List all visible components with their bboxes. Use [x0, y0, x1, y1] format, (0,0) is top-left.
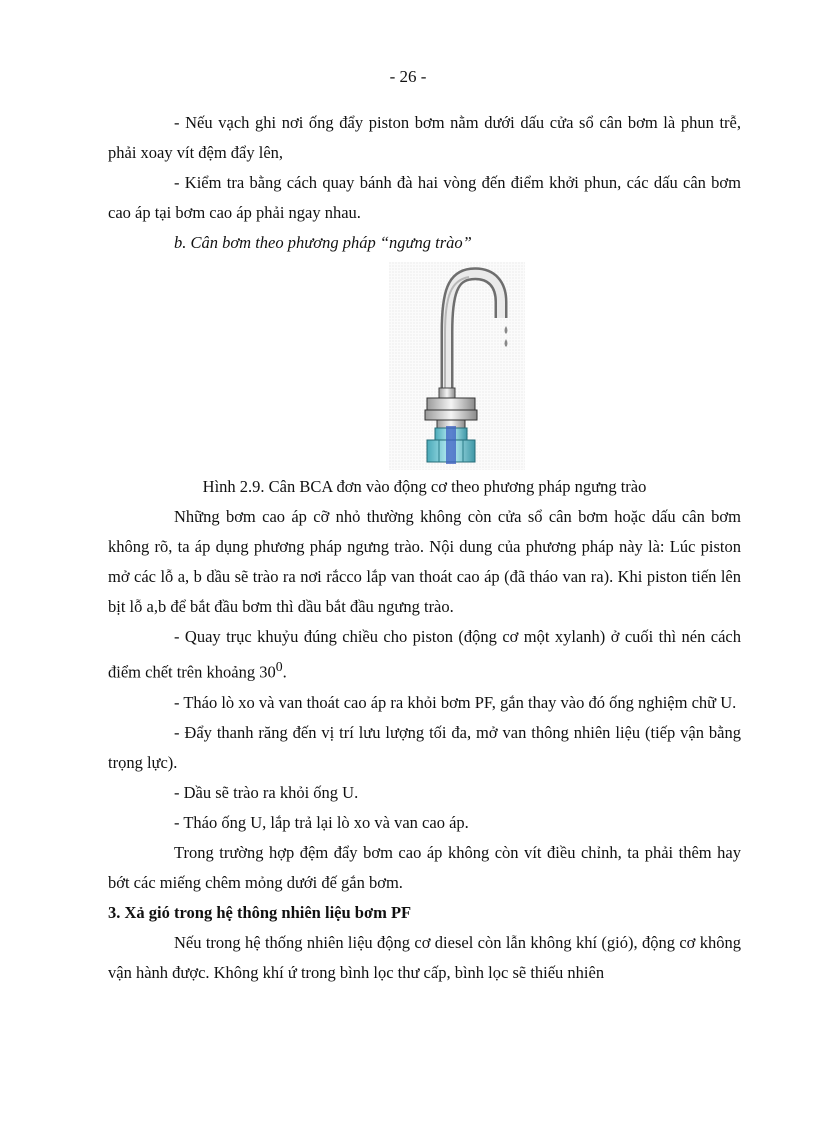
u-tube-on-pump-valve-icon	[389, 262, 525, 470]
paragraph-late-injection: - Nếu vạch ghi nơi ống đẩy piston bơm nằm dưới dấu cửa sổ cân bơm là phun trễ, phải xoay vít đệm đẩy lên,	[108, 113, 741, 162]
subheading-method-b: b. Cân bơm theo phương pháp “ngưng trào”	[174, 233, 472, 252]
section-heading-bleeding: 3. Xả gió trong hệ thông nhiên liệu bơm PF	[108, 902, 412, 922]
figure-2-9	[108, 262, 741, 470]
step-push-rack: - Đẩy thanh răng đến vị trí lưu lượng tối đa, mở van thông nhiên liệu (tiếp vận bằng trọng lực).	[108, 722, 741, 772]
step-remove-spring: - Tháo lò xo và van thoát cao áp ra khỏi bơm PF, gắn thay vào đó ống nghiệm chữ U.	[174, 692, 737, 712]
figure-caption: Hình 2.9. Cân BCA đơn vào động cơ theo phương pháp ngưng trào	[202, 477, 647, 496]
step-rotate-text: - Quay trục khuỷu đúng chiều cho piston (động cơ một xylanh) ở cuối thì nén cách điểm chết trên khoảng 30	[108, 627, 741, 682]
paragraph-shims: Trong trường hợp đệm đẩy bơm cao áp không còn vít điều chỉnh, ta phải thêm hay bớt các miếng chêm mỏng dưới đế gắn bơm.	[108, 842, 741, 892]
paragraph-check-flywheel: - Kiểm tra bằng cách quay bánh đà hai vòng đến điểm khởi phun, các dấu cân bơm cao áp tại bơm cao áp phải ngay nhau.	[108, 173, 741, 222]
page-body	[108, 108, 741, 988]
step-rotate-end: .	[282, 662, 287, 682]
paragraph-intro: Những bơm cao áp cỡ nhỏ thường không còn cửa sổ cân bơm hoặc dấu cân bơm không rõ, ta áp dụng phương pháp ngưng trào. Nội dung của phương pháp này là: Lúc piston mở các lỗ a, b dầu sẽ trào ra nơi rắcco lắp van thoát cao áp (đã tháo van ra). Khi piston tiến lên bịt lỗ a,b để bắt đầu bơm thì dầu bắt đầu ngưng trào.	[108, 507, 741, 616]
step-remove-u-tube: - Tháo ống U, lắp trả lại lò xo và van cao áp.	[174, 812, 469, 832]
paragraph-air-bleeding: Nếu trong hệ thống nhiên liệu động cơ diesel còn lẫn không khí (gió), động cơ không vận hành được. Không khí ứ trong bình lọc thư cấp, bình lọc sẽ thiếu nhiên	[108, 932, 741, 982]
degree-superscript: 0	[275, 659, 283, 674]
step-oil-overflow: - Dầu sẽ trào ra khỏi ống U.	[174, 782, 359, 802]
page-number: - 26 -	[389, 67, 427, 86]
step-rotate-crankshaft	[108, 622, 741, 688]
